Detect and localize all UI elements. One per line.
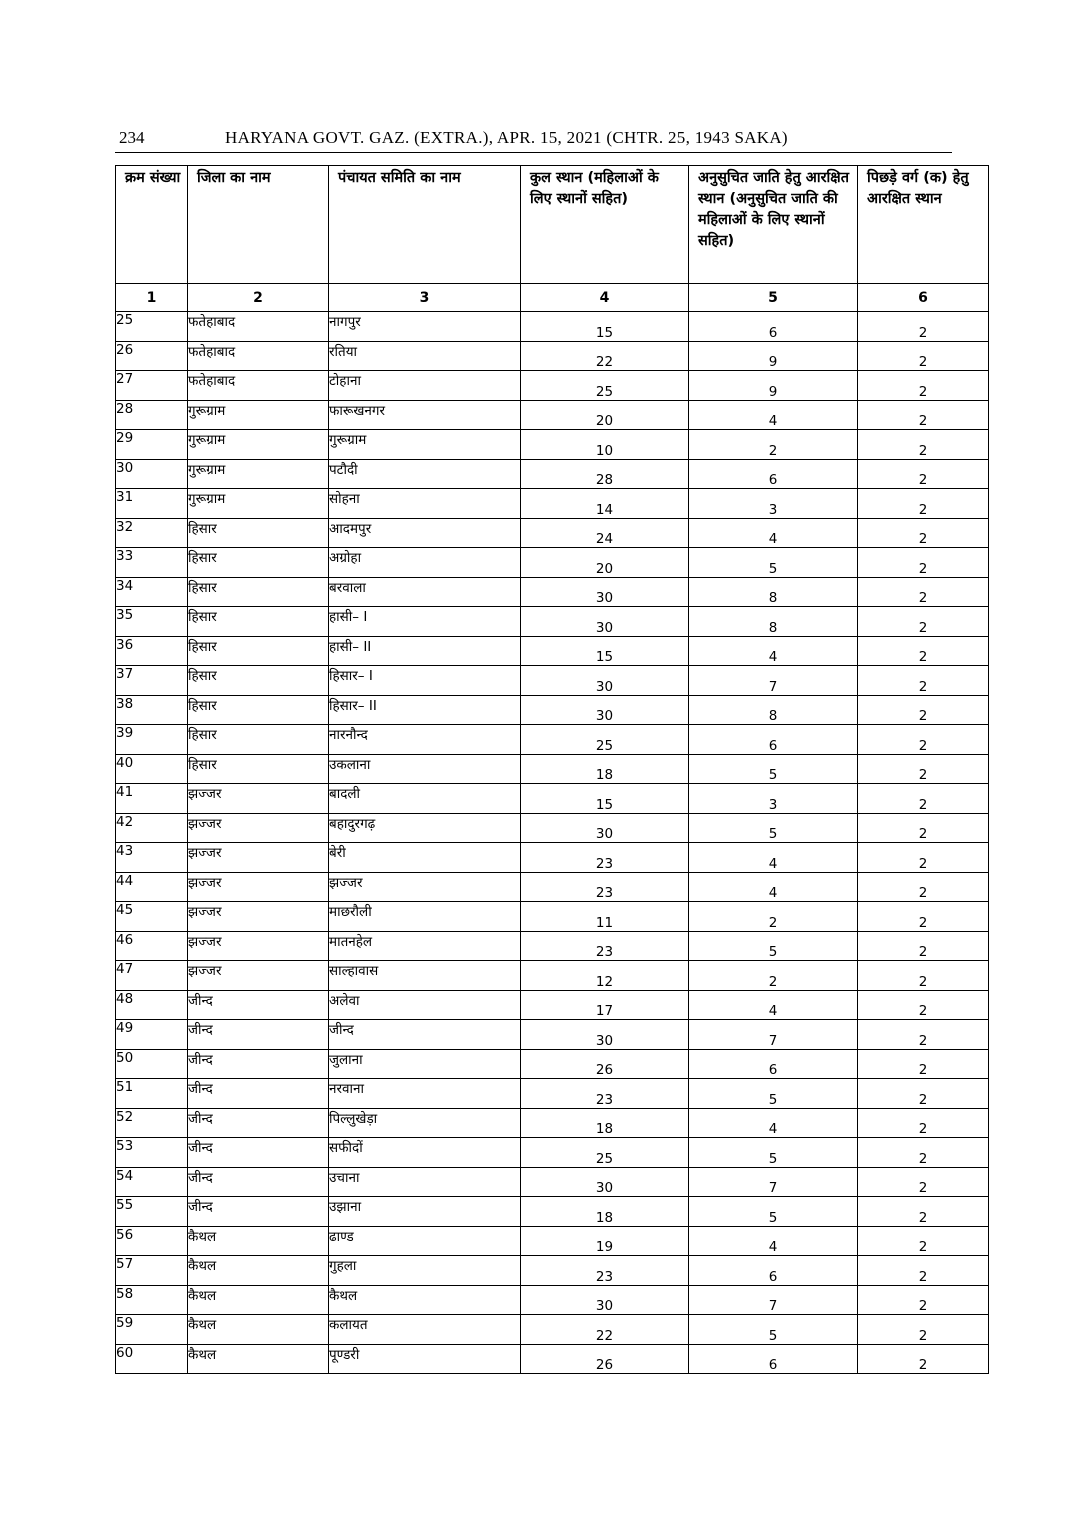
sc-seats-cell: 7 <box>689 1020 858 1050</box>
table-row <box>116 548 989 578</box>
bc-seats-cell: 2 <box>858 784 989 814</box>
sc-seats-cell: 5 <box>689 931 858 961</box>
sc-seats-cell: 3 <box>689 784 858 814</box>
sc-seats-cell: 8 <box>689 577 858 607</box>
total-seats-cell: 25 <box>521 1138 689 1168</box>
district-cell: झज्जर <box>188 931 329 961</box>
serial-cell: 44 <box>116 872 188 902</box>
serial-cell: 28 <box>116 400 188 430</box>
panchayat-samiti-cell: बेरी <box>329 843 521 873</box>
district-cell: हिसार <box>188 518 329 548</box>
table-row <box>116 341 989 371</box>
column-number: 1 <box>116 284 188 312</box>
panchayat-samiti-cell: हासी– I <box>329 607 521 637</box>
sc-seats-cell: 4 <box>689 400 858 430</box>
bc-seats-cell: 2 <box>858 1285 989 1315</box>
total-seats-cell: 25 <box>521 371 689 401</box>
panchayat-samiti-cell: जीन्द <box>329 1020 521 1050</box>
total-seats-cell: 18 <box>521 754 689 784</box>
district-cell: जीन्द <box>188 1108 329 1138</box>
sc-seats-cell: 9 <box>689 341 858 371</box>
panchayat-samiti-cell: पूण्डरी <box>329 1344 521 1374</box>
serial-cell: 51 <box>116 1079 188 1109</box>
column-number: 2 <box>188 284 329 312</box>
page-number: 234 <box>119 128 145 147</box>
bc-seats-cell: 2 <box>858 931 989 961</box>
sc-seats-cell: 5 <box>689 1197 858 1227</box>
sc-seats-cell: 8 <box>689 695 858 725</box>
total-seats-cell: 30 <box>521 1285 689 1315</box>
district-cell: जीन्द <box>188 1020 329 1050</box>
bc-seats-cell: 2 <box>858 872 989 902</box>
panchayat-samiti-cell: सोहना <box>329 489 521 519</box>
panchayat-samiti-cell: ढाण्ड <box>329 1226 521 1256</box>
serial-cell: 50 <box>116 1049 188 1079</box>
sc-seats-cell: 6 <box>689 1344 858 1374</box>
bc-seats-cell: 2 <box>858 1108 989 1138</box>
district-cell: गुरूग्राम <box>188 400 329 430</box>
bc-seats-cell: 2 <box>858 518 989 548</box>
gazette-title: HARYANA GOVT. GAZ. (EXTRA.), APR. 15, 2021 (CHTR. 25, 1943 SAKA) <box>225 128 788 147</box>
table-row <box>116 607 989 637</box>
bc-seats-cell: 2 <box>858 1256 989 1286</box>
table-row <box>116 1079 989 1109</box>
table-row <box>116 1344 989 1374</box>
total-seats-cell: 23 <box>521 1256 689 1286</box>
panchayat-samiti-cell: उझाना <box>329 1197 521 1227</box>
panchayat-samiti-cell: नारनौन्द <box>329 725 521 755</box>
total-seats-cell: 18 <box>521 1197 689 1227</box>
serial-cell: 30 <box>116 459 188 489</box>
panchayat-samiti-cell: आदमपुर <box>329 518 521 548</box>
table-row <box>116 400 989 430</box>
bc-seats-cell: 2 <box>858 636 989 666</box>
column-number: 6 <box>858 284 989 312</box>
column-header-sc-seats: अनुसुचित जाति हेतु आरक्षित स्थान (अनुसुचित जाति की महिलाओं के लिए स्थानों सहित) <box>689 166 858 284</box>
bc-seats-cell: 2 <box>858 990 989 1020</box>
bc-seats-cell: 2 <box>858 1020 989 1050</box>
panchayat-samiti-cell: माछरौली <box>329 902 521 932</box>
bc-seats-cell: 2 <box>858 695 989 725</box>
table-row <box>116 1315 989 1345</box>
panchayat-samiti-cell: पिल्लुखेड़ा <box>329 1108 521 1138</box>
sc-seats-cell: 5 <box>689 548 858 578</box>
district-cell: हिसार <box>188 666 329 696</box>
serial-cell: 38 <box>116 695 188 725</box>
sc-seats-cell: 4 <box>689 1226 858 1256</box>
sc-seats-cell: 6 <box>689 1049 858 1079</box>
total-seats-cell: 23 <box>521 931 689 961</box>
sc-seats-cell: 2 <box>689 902 858 932</box>
sc-seats-cell: 8 <box>689 607 858 637</box>
table-row <box>116 990 989 1020</box>
bc-seats-cell: 2 <box>858 1079 989 1109</box>
panchayat-samiti-cell: टोहाना <box>329 371 521 401</box>
panchayat-samiti-cell: गुहला <box>329 1256 521 1286</box>
panchayat-samiti-cell: रतिया <box>329 341 521 371</box>
bc-seats-cell: 2 <box>858 754 989 784</box>
sc-seats-cell: 4 <box>689 518 858 548</box>
total-seats-cell: 30 <box>521 607 689 637</box>
bc-seats-cell: 2 <box>858 607 989 637</box>
table-row <box>116 371 989 401</box>
bc-seats-cell: 2 <box>858 371 989 401</box>
total-seats-cell: 14 <box>521 489 689 519</box>
sc-seats-cell: 5 <box>689 1138 858 1168</box>
serial-cell: 49 <box>116 1020 188 1050</box>
serial-cell: 57 <box>116 1256 188 1286</box>
serial-cell: 54 <box>116 1167 188 1197</box>
district-cell: झज्जर <box>188 961 329 991</box>
panchayat-samiti-cell: हासी– II <box>329 636 521 666</box>
panchayat-samiti-cell: उकलाना <box>329 754 521 784</box>
header-rule <box>115 152 952 153</box>
panchayat-samiti-cell: कैथल <box>329 1285 521 1315</box>
sc-seats-cell: 7 <box>689 666 858 696</box>
serial-cell: 52 <box>116 1108 188 1138</box>
table-row <box>116 902 989 932</box>
serial-cell: 34 <box>116 577 188 607</box>
serial-cell: 31 <box>116 489 188 519</box>
total-seats-cell: 30 <box>521 577 689 607</box>
district-cell: जीन्द <box>188 1167 329 1197</box>
district-cell: गुरूग्राम <box>188 489 329 519</box>
sc-seats-cell: 4 <box>689 843 858 873</box>
serial-cell: 42 <box>116 813 188 843</box>
sc-seats-cell: 6 <box>689 725 858 755</box>
table-row <box>116 725 989 755</box>
total-seats-cell: 26 <box>521 1049 689 1079</box>
district-cell: फतेहाबाद <box>188 312 329 342</box>
district-cell: हिसार <box>188 548 329 578</box>
district-cell: हिसार <box>188 607 329 637</box>
total-seats-cell: 20 <box>521 548 689 578</box>
serial-cell: 35 <box>116 607 188 637</box>
panchayat-samiti-cell: गुरूग्राम <box>329 430 521 460</box>
district-cell: कैथल <box>188 1256 329 1286</box>
serial-cell: 37 <box>116 666 188 696</box>
panchayat-samiti-cell: फारूखनगर <box>329 400 521 430</box>
serial-cell: 41 <box>116 784 188 814</box>
panchayat-samiti-cell: अलेवा <box>329 990 521 1020</box>
district-cell: झज्जर <box>188 784 329 814</box>
table-row <box>116 754 989 784</box>
bc-seats-cell: 2 <box>858 459 989 489</box>
total-seats-cell: 15 <box>521 312 689 342</box>
header-row <box>116 166 989 284</box>
serial-cell: 33 <box>116 548 188 578</box>
total-seats-cell: 12 <box>521 961 689 991</box>
bc-seats-cell: 2 <box>858 1049 989 1079</box>
total-seats-cell: 24 <box>521 518 689 548</box>
table-row <box>116 1167 989 1197</box>
table-row <box>116 312 989 342</box>
table-row <box>116 518 989 548</box>
total-seats-cell: 23 <box>521 872 689 902</box>
bc-seats-cell: 2 <box>858 548 989 578</box>
serial-cell: 45 <box>116 902 188 932</box>
bc-seats-cell: 2 <box>858 400 989 430</box>
sc-seats-cell: 5 <box>689 1079 858 1109</box>
serial-cell: 48 <box>116 990 188 1020</box>
bc-seats-cell: 2 <box>858 813 989 843</box>
column-header-panchayat-samiti: पंचायत समिति का नाम <box>329 166 521 284</box>
table-row <box>116 430 989 460</box>
table-row <box>116 1138 989 1168</box>
district-cell: जीन्द <box>188 1079 329 1109</box>
total-seats-cell: 23 <box>521 1079 689 1109</box>
bc-seats-cell: 2 <box>858 1167 989 1197</box>
serial-cell: 26 <box>116 341 188 371</box>
panchayat-samiti-cell: बादली <box>329 784 521 814</box>
district-cell: हिसार <box>188 754 329 784</box>
sc-seats-cell: 4 <box>689 990 858 1020</box>
district-cell: हिसार <box>188 725 329 755</box>
total-seats-cell: 30 <box>521 666 689 696</box>
serial-cell: 43 <box>116 843 188 873</box>
page-header <box>115 128 952 150</box>
bc-seats-cell: 2 <box>858 843 989 873</box>
panchayat-samiti-cell: सफीदों <box>329 1138 521 1168</box>
district-cell: फतेहाबाद <box>188 371 329 401</box>
panchayat-samiti-cell: बरवाला <box>329 577 521 607</box>
district-cell: कैथल <box>188 1285 329 1315</box>
total-seats-cell: 30 <box>521 813 689 843</box>
sc-seats-cell: 7 <box>689 1167 858 1197</box>
sc-seats-cell: 3 <box>689 489 858 519</box>
bc-seats-cell: 2 <box>858 430 989 460</box>
bc-seats-cell: 2 <box>858 312 989 342</box>
serial-cell: 32 <box>116 518 188 548</box>
panchayat-samiti-cell: हिसार– I <box>329 666 521 696</box>
bc-seats-cell: 2 <box>858 577 989 607</box>
sc-seats-cell: 6 <box>689 459 858 489</box>
serial-cell: 56 <box>116 1226 188 1256</box>
district-cell: कैथल <box>188 1344 329 1374</box>
serial-cell: 27 <box>116 371 188 401</box>
serial-cell: 60 <box>116 1344 188 1374</box>
sc-seats-cell: 6 <box>689 312 858 342</box>
column-header-total-seats: कुल स्थान (महिलाओं के लिए स्थानों सहित) <box>521 166 689 284</box>
panchayat-samiti-cell: जुलाना <box>329 1049 521 1079</box>
sc-seats-cell: 4 <box>689 872 858 902</box>
bc-seats-cell: 2 <box>858 1226 989 1256</box>
table-row <box>116 1020 989 1050</box>
table-row <box>116 489 989 519</box>
district-cell: फतेहाबाद <box>188 341 329 371</box>
sc-seats-cell: 6 <box>689 1256 858 1286</box>
table-row <box>116 961 989 991</box>
total-seats-cell: 11 <box>521 902 689 932</box>
panchayat-samiti-cell: मातनहेल <box>329 931 521 961</box>
bc-seats-cell: 2 <box>858 961 989 991</box>
panchayat-samiti-cell: उचाना <box>329 1167 521 1197</box>
table-row <box>116 577 989 607</box>
total-seats-cell: 28 <box>521 459 689 489</box>
bc-seats-cell: 2 <box>858 902 989 932</box>
serial-cell: 40 <box>116 754 188 784</box>
table-row <box>116 1226 989 1256</box>
district-cell: झज्जर <box>188 843 329 873</box>
total-seats-cell: 30 <box>521 1167 689 1197</box>
district-cell: गुरूग्राम <box>188 459 329 489</box>
bc-seats-cell: 2 <box>858 341 989 371</box>
column-number: 3 <box>329 284 521 312</box>
serial-cell: 55 <box>116 1197 188 1227</box>
serial-cell: 25 <box>116 312 188 342</box>
panchayat-samiti-cell: नागपुर <box>329 312 521 342</box>
total-seats-cell: 22 <box>521 341 689 371</box>
district-cell: झज्जर <box>188 813 329 843</box>
panchayat-samiti-cell: हिसार– II <box>329 695 521 725</box>
sc-seats-cell: 5 <box>689 754 858 784</box>
table-row <box>116 1285 989 1315</box>
district-cell: कैथल <box>188 1315 329 1345</box>
table-row <box>116 872 989 902</box>
column-header-district: जिला का नाम <box>188 166 329 284</box>
total-seats-cell: 18 <box>521 1108 689 1138</box>
total-seats-cell: 30 <box>521 1020 689 1050</box>
table-row <box>116 1108 989 1138</box>
serial-cell: 39 <box>116 725 188 755</box>
table-row <box>116 636 989 666</box>
column-number: 4 <box>521 284 689 312</box>
serial-cell: 59 <box>116 1315 188 1345</box>
serial-cell: 36 <box>116 636 188 666</box>
bc-seats-cell: 2 <box>858 1197 989 1227</box>
total-seats-cell: 10 <box>521 430 689 460</box>
total-seats-cell: 17 <box>521 990 689 1020</box>
district-cell: जीन्द <box>188 1197 329 1227</box>
table-row <box>116 666 989 696</box>
sc-seats-cell: 2 <box>689 961 858 991</box>
bc-seats-cell: 2 <box>858 1344 989 1374</box>
total-seats-cell: 30 <box>521 695 689 725</box>
panchayat-samiti-cell: साल्हावास <box>329 961 521 991</box>
table-row <box>116 1197 989 1227</box>
bc-seats-cell: 2 <box>858 1315 989 1345</box>
serial-cell: 29 <box>116 430 188 460</box>
panchayat-samiti-cell: बहादुरगढ़ <box>329 813 521 843</box>
total-seats-cell: 25 <box>521 725 689 755</box>
sc-seats-cell: 5 <box>689 1315 858 1345</box>
panchayat-samiti-cell: अग्रोहा <box>329 548 521 578</box>
table-row <box>116 784 989 814</box>
total-seats-cell: 15 <box>521 784 689 814</box>
table-row <box>116 1256 989 1286</box>
district-cell: जीन्द <box>188 1138 329 1168</box>
total-seats-cell: 26 <box>521 1344 689 1374</box>
column-number: 5 <box>689 284 858 312</box>
bc-seats-cell: 2 <box>858 725 989 755</box>
serial-cell: 58 <box>116 1285 188 1315</box>
total-seats-cell: 23 <box>521 843 689 873</box>
serial-cell: 47 <box>116 961 188 991</box>
bc-seats-cell: 2 <box>858 666 989 696</box>
table-row <box>116 695 989 725</box>
sc-seats-cell: 2 <box>689 430 858 460</box>
district-cell: हिसार <box>188 577 329 607</box>
panchayat-samiti-cell: पटौदी <box>329 459 521 489</box>
table-body <box>116 312 989 1374</box>
district-cell: गुरूग्राम <box>188 430 329 460</box>
sc-seats-cell: 7 <box>689 1285 858 1315</box>
bc-seats-cell: 2 <box>858 1138 989 1168</box>
column-number-row <box>116 284 989 312</box>
serial-cell: 46 <box>116 931 188 961</box>
sc-seats-cell: 9 <box>689 371 858 401</box>
sc-seats-cell: 5 <box>689 813 858 843</box>
total-seats-cell: 19 <box>521 1226 689 1256</box>
total-seats-cell: 15 <box>521 636 689 666</box>
panchayat-samiti-cell: कलायत <box>329 1315 521 1345</box>
sc-seats-cell: 4 <box>689 1108 858 1138</box>
panchayat-samiti-cell: झज्जर <box>329 872 521 902</box>
table-row <box>116 1049 989 1079</box>
table-row <box>116 813 989 843</box>
column-header-serial: क्रम संख्या <box>116 166 188 284</box>
sc-seats-cell: 4 <box>689 636 858 666</box>
district-cell: जीन्द <box>188 1049 329 1079</box>
serial-cell: 53 <box>116 1138 188 1168</box>
table-row <box>116 843 989 873</box>
total-seats-cell: 20 <box>521 400 689 430</box>
district-cell: हिसार <box>188 636 329 666</box>
table-row <box>116 459 989 489</box>
bc-seats-cell: 2 <box>858 489 989 519</box>
district-cell: झज्जर <box>188 872 329 902</box>
total-seats-cell: 22 <box>521 1315 689 1345</box>
district-cell: झज्जर <box>188 902 329 932</box>
district-cell: हिसार <box>188 695 329 725</box>
district-cell: कैथल <box>188 1226 329 1256</box>
district-cell: जीन्द <box>188 990 329 1020</box>
reservation-table <box>115 165 989 1374</box>
column-header-bc-seats: पिछड़े वर्ग (क) हेतु आरक्षित स्थान <box>858 166 989 284</box>
table-row <box>116 931 989 961</box>
panchayat-samiti-cell: नरवाना <box>329 1079 521 1109</box>
